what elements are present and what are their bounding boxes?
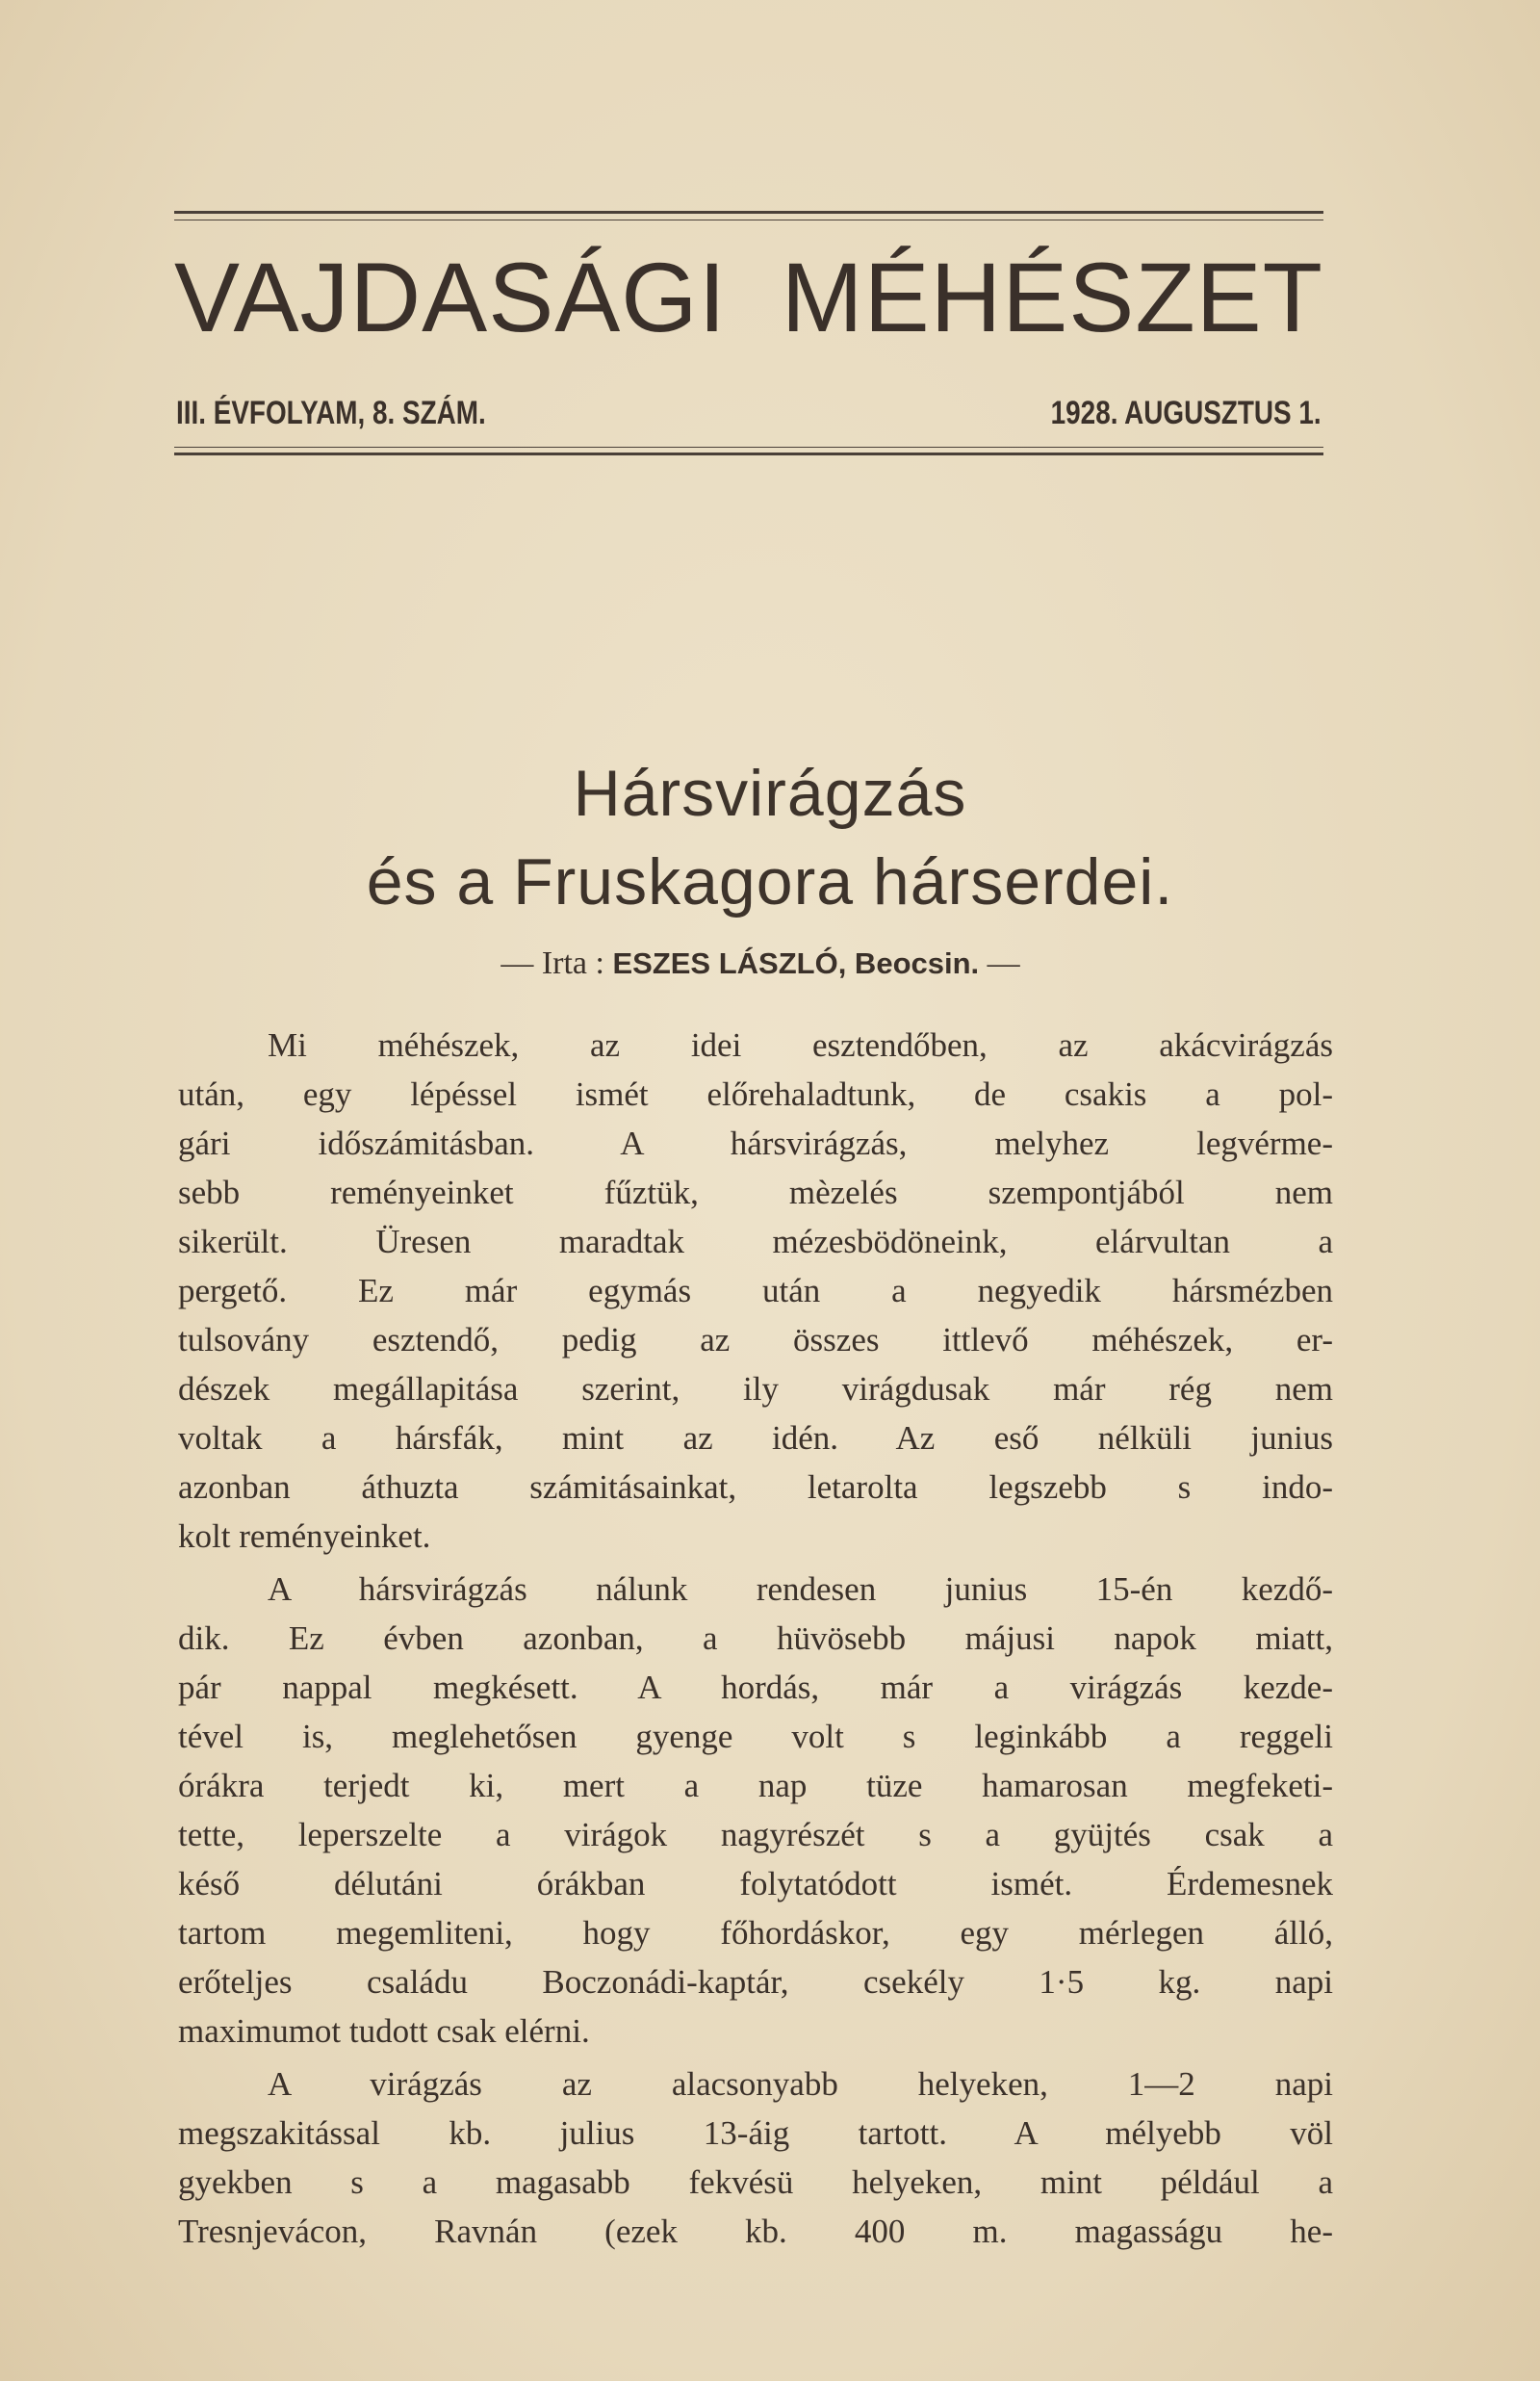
text-line: megszakitással kb. julius 13-áig tartott. A mélyebb völ xyxy=(178,2114,1333,2152)
text-line: gári időszámitásban. A hársvirágzás, melyhez legvérme- xyxy=(178,1125,1333,1162)
byline-author: ESZES LÁSZLÓ, Beocsin. xyxy=(612,946,980,980)
issue-date: 1928. AUGUSZTUS 1. xyxy=(1051,395,1322,431)
text-line: tulsovány esztendő, pedig az összes ittlevő méhészek, er- xyxy=(178,1321,1333,1359)
masthead-bottom-rule xyxy=(174,453,1323,455)
text-line: maximumot tudott csak elérni. xyxy=(178,2012,590,2050)
article-body xyxy=(178,1021,1333,2256)
text-line: A hársvirágzás nálunk rendesen junius 15-én kezdő- xyxy=(268,1570,1333,1608)
text-line: sikerült. Üresen maradtak mézesbödöneink, elárvultan a xyxy=(178,1223,1333,1260)
text-line: késő délutáni órákban folytatódott ismét. Érdemesnek xyxy=(178,1865,1333,1902)
paragraph xyxy=(178,1565,1333,2056)
text-line: Tresnjevácon, Ravnán (ezek kb. 400 m. magasságu he- xyxy=(178,2213,1333,2250)
text-line: után, egy lépéssel ismét előrehaladtunk, de csakis a pol- xyxy=(178,1075,1333,1113)
text-line: tével is, meglehetősen gyenge volt s leginkább a reggeli xyxy=(178,1718,1333,1755)
text-line: kolt reményeinket. xyxy=(178,1517,431,1555)
masthead-bottom-rule-thin xyxy=(174,447,1323,448)
article-title-line2: és a Fruskagora hárserdei. xyxy=(366,845,1174,919)
text-line: gyekben s a magasabb fekvésü helyeken, mint például a xyxy=(178,2163,1333,2201)
text-line: azonban áthuzta számitásainkat, letarolta legszebb s indo- xyxy=(178,1468,1333,1506)
text-line: órákra terjedt ki, mert a nap tüze hamarosan megfeketi- xyxy=(178,1767,1333,1804)
text-line: dészek megállapitása szerint, ily virágdusak már rég nem xyxy=(178,1370,1333,1408)
byline-prefix: — Irta : xyxy=(500,945,604,981)
paragraph xyxy=(178,2059,1333,2256)
byline xyxy=(0,945,1521,982)
text-line: Mi méhészek, az idei esztendőben, az akácvirágzás xyxy=(268,1026,1333,1064)
article-title-line1: Hársvirágzás xyxy=(573,757,967,830)
text-line: erőteljes családu Boczonádi-kaptár, csekély 1·5 kg. napi xyxy=(178,1963,1333,2001)
text-line: pár nappal megkésett. A hordás, már a virágzás kezde- xyxy=(178,1669,1333,1706)
text-line: sebb reményeinket fűztük, mèzelés szempontjából nem xyxy=(178,1174,1333,1211)
text-line: A virágzás az alacsonyabb helyeken, 1—2 napi xyxy=(268,2065,1333,2103)
byline-suffix: — xyxy=(987,945,1020,981)
paragraph xyxy=(178,1021,1333,1561)
volume-number: III. ÉVFOLYAM, 8. SZÁM. xyxy=(176,395,486,431)
issue-line xyxy=(176,395,1322,432)
masthead-top-rule xyxy=(174,211,1323,214)
text-line: pergető. Ez már egymás után a negyedik hársmézben xyxy=(178,1272,1333,1309)
text-line: dik. Ez évben azonban, a hüvösebb májusi napok miatt, xyxy=(178,1619,1333,1657)
text-line: voltak a hársfák, mint az idén. Az eső nélküli junius xyxy=(178,1419,1333,1457)
masthead-title: VAJDASÁGI MÉHÉSZET xyxy=(174,243,1323,352)
text-line: tartom megemliteni, hogy főhordáskor, egy mérlegen álló, xyxy=(178,1914,1333,1952)
text-line: tette, leperszelte a virágok nagyrészét s a gyüjtés csak a xyxy=(178,1816,1333,1853)
